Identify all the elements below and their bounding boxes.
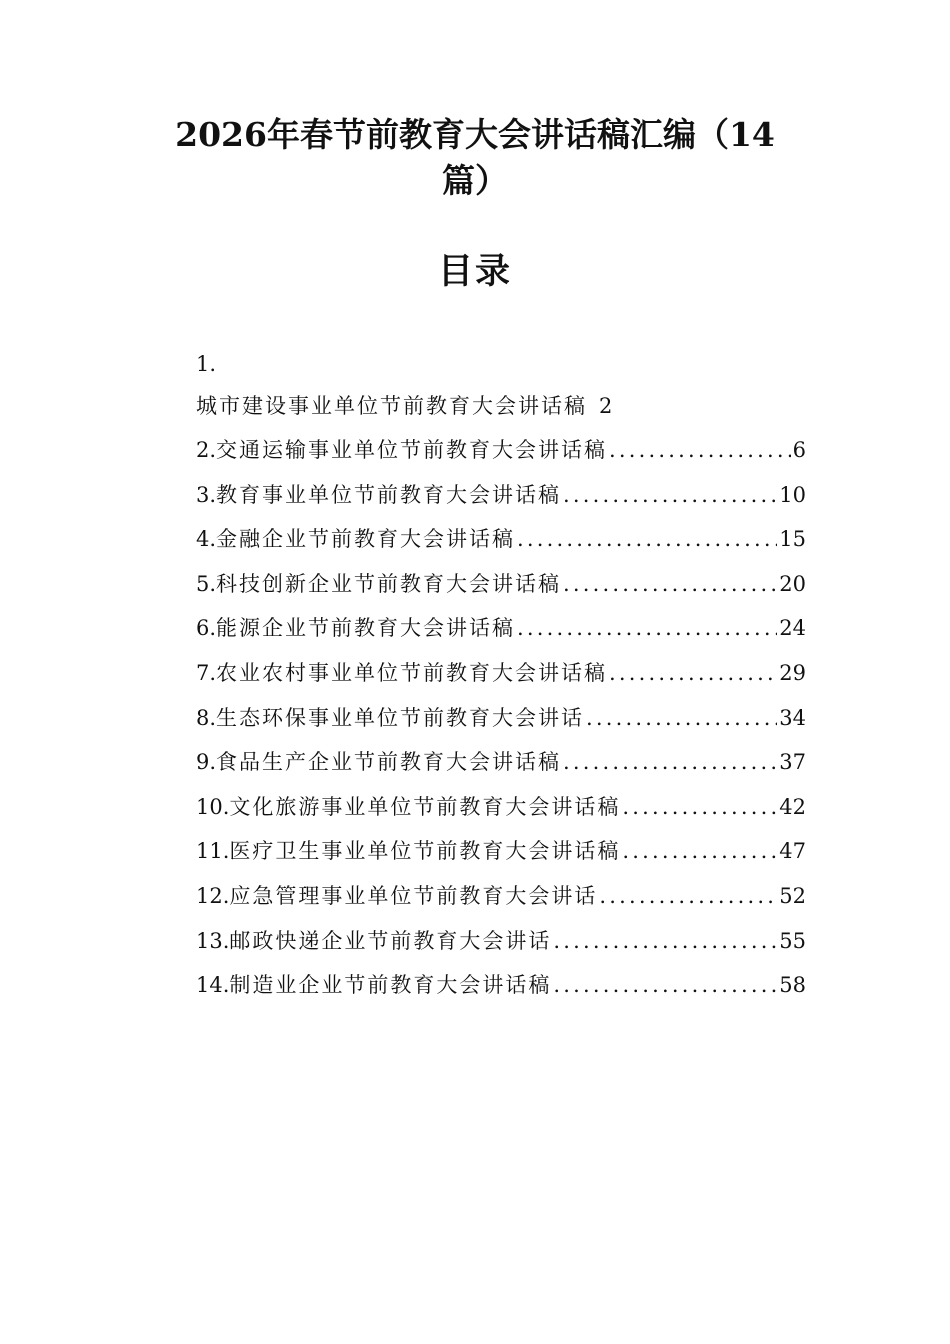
toc-item-page: 24 xyxy=(779,616,806,641)
toc-item-number: 9. xyxy=(196,750,217,775)
dot-leader xyxy=(517,517,777,562)
dot-leader xyxy=(553,963,777,1008)
toc-item-number: 6. xyxy=(196,616,217,641)
dot-leader xyxy=(622,785,777,830)
dot-leader xyxy=(622,829,777,874)
toc-item-title: 文化旅游事业单位节前教育大会讲话稿 xyxy=(229,794,621,819)
toc-item-page: 55 xyxy=(779,928,806,953)
toc-item-title: 金融企业节前教育大会讲话稿 xyxy=(216,527,516,552)
toc-item-14[interactable] xyxy=(196,963,806,1008)
toc-item-page: 10 xyxy=(779,482,806,507)
toc-item-11[interactable] xyxy=(196,829,806,874)
toc-heading: 目录 xyxy=(437,251,512,292)
toc-item-9[interactable] xyxy=(196,740,806,785)
toc-item-page: 47 xyxy=(779,839,806,864)
toc-item-page: 29 xyxy=(779,660,806,685)
toc-item-8[interactable] xyxy=(196,696,806,741)
toc-item-page: 37 xyxy=(779,750,806,775)
toc-item-number: 2. xyxy=(196,438,217,462)
toc-item-page: 20 xyxy=(779,571,806,596)
toc-item-title: 应急管理事业单位节前教育大会讲话 xyxy=(229,883,598,908)
toc-item-number: 14. xyxy=(196,973,230,998)
toc-item-page: 58 xyxy=(779,973,806,998)
toc-item-title: 制造业企业节前教育大会讲话稿 xyxy=(229,973,552,998)
toc-item-title: 食品生产企业节前教育大会讲话稿 xyxy=(216,750,562,775)
toc-item-number: 10. xyxy=(196,794,230,819)
toc-item-page: 34 xyxy=(779,705,806,730)
toc-item-number: 4. xyxy=(196,527,217,552)
toc-item-4[interactable] xyxy=(196,517,806,562)
toc-item-10[interactable] xyxy=(196,785,806,830)
toc-item-13[interactable] xyxy=(196,919,806,964)
toc-item-title: 邮政快递企业节前教育大会讲话 xyxy=(229,928,552,953)
dot-leader xyxy=(563,740,777,785)
toc-item-number: 5. xyxy=(196,571,217,596)
toc-item-title: 生态环保事业单位节前教育大会讲话 xyxy=(216,705,585,730)
toc-item-7[interactable] xyxy=(196,651,806,696)
dot-leader xyxy=(586,696,777,741)
toc-item-6[interactable] xyxy=(196,606,806,651)
toc-item-title: 农业农村事业单位节前教育大会讲话稿 xyxy=(216,660,608,685)
toc-item-1-page: 2 xyxy=(599,394,613,418)
toc-item-number: 7. xyxy=(196,660,217,685)
dot-leader xyxy=(609,651,777,696)
toc-item-page: 42 xyxy=(779,794,806,819)
dot-leader xyxy=(609,428,791,473)
toc-item-number: 8. xyxy=(196,705,217,730)
toc-item-1-number: 1. xyxy=(196,352,217,376)
toc-item-1-title: 城市建设事业单位节前教育大会讲话稿 xyxy=(196,394,587,418)
document-title: 2026年春节前教育大会讲话稿汇编（14篇） xyxy=(175,115,775,200)
toc-item-2[interactable] xyxy=(196,428,806,473)
toc-item-page: 52 xyxy=(779,883,806,908)
dot-leader xyxy=(599,874,777,919)
toc-item-title: 医疗卫生事业单位节前教育大会讲话稿 xyxy=(229,839,621,864)
toc-item-3[interactable] xyxy=(196,473,806,518)
toc-item-title: 教育事业单位节前教育大会讲话稿 xyxy=(216,482,562,507)
toc-item-title: 科技创新企业节前教育大会讲话稿 xyxy=(216,571,562,596)
toc-item-number: 13. xyxy=(196,928,230,953)
dot-leader xyxy=(563,473,777,518)
toc-item-1[interactable] xyxy=(196,384,806,428)
toc-item-number: 12. xyxy=(196,883,230,908)
toc-item-page: 15 xyxy=(779,527,806,552)
toc-item-5[interactable] xyxy=(196,562,806,607)
dot-leader xyxy=(553,919,777,964)
dot-leader xyxy=(517,606,777,651)
toc-item-number: 3. xyxy=(196,482,217,507)
toc-item-title: 交通运输事业单位节前教育大会讲话稿 xyxy=(216,438,608,462)
toc-item-12[interactable] xyxy=(196,874,806,919)
toc-item-number: 11. xyxy=(196,839,230,864)
dot-leader xyxy=(563,562,777,607)
toc-item-title: 能源企业节前教育大会讲话稿 xyxy=(216,616,516,641)
toc-item-page: 6 xyxy=(792,438,806,462)
table-of-contents xyxy=(196,344,806,1008)
